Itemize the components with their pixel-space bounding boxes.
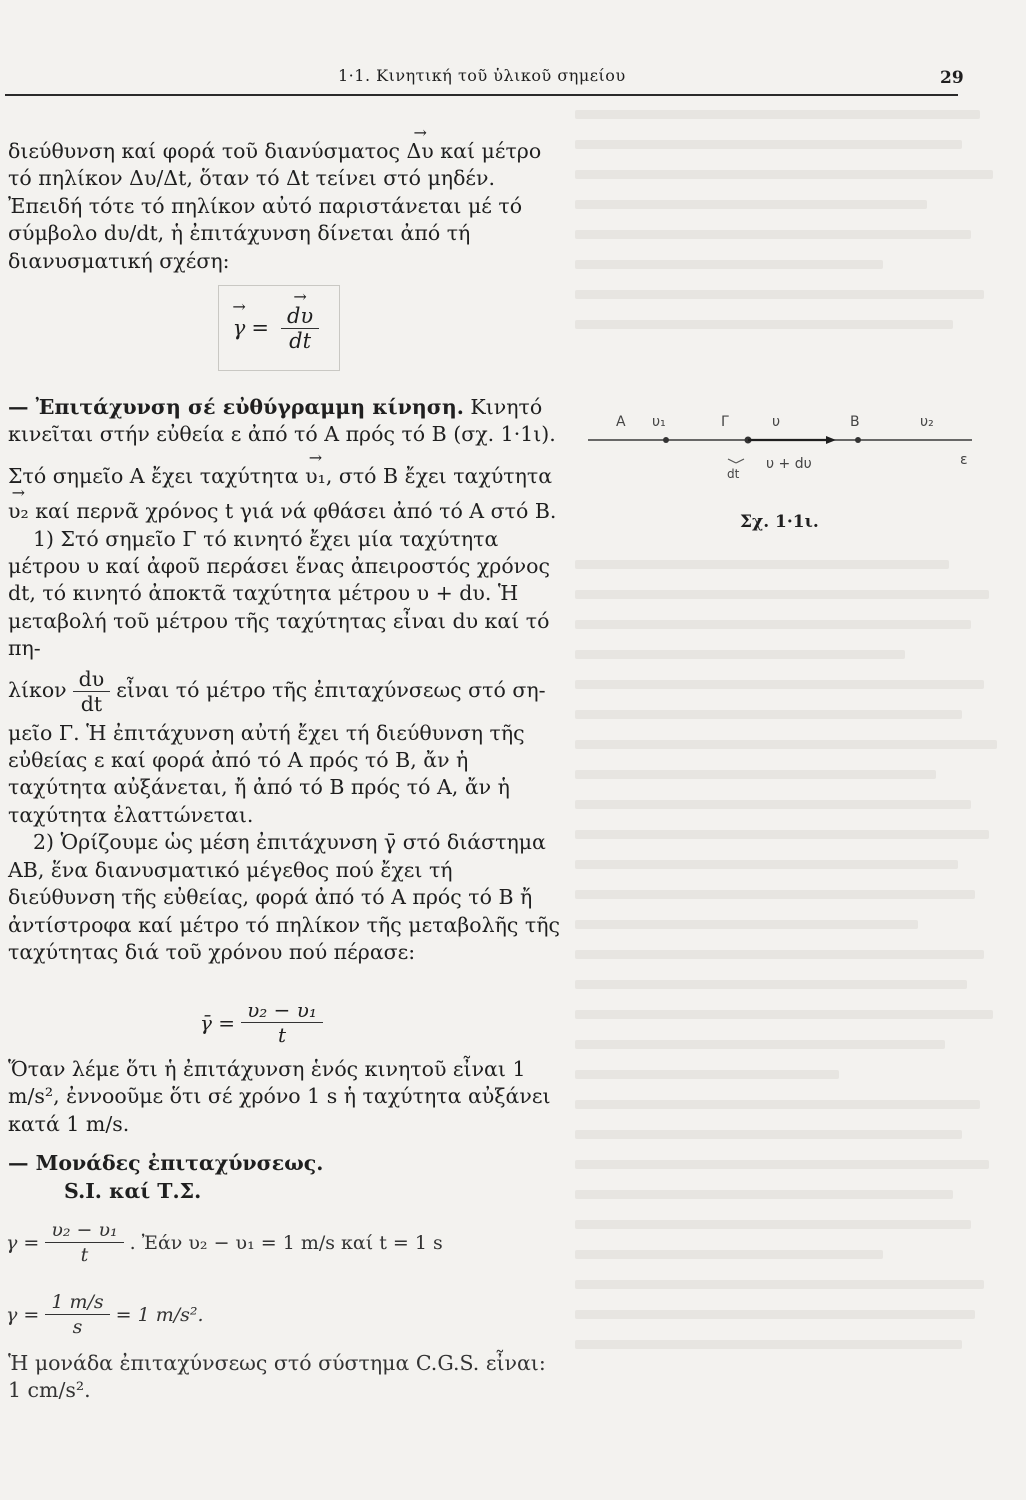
dt-mark-right: [736, 459, 744, 463]
rect-p6: 2) Ὁρίζουμε ὡς μέση ἐπιτάχυνση γ̄ στό διάστημα ΑΒ, ἕνα διανυσματικό μέγεθος πού ἔχει τή διεύθυνση τῆς εὐθείας, φορά ἀπό τό Α πρός τό Β ἤ ἀντίστροφα καί μέτρο τό πηλίκον τῆς μεταβολῆς τῆς ταχύτητας διά τοῦ χρόνου πού πέρασε:: [8, 830, 560, 964]
intro-paragraph: [8, 138, 560, 275]
eq2-rest: = 1 m/s².: [115, 1303, 204, 1326]
units-equation-1: [6, 1218, 443, 1267]
point-b: [855, 437, 861, 443]
eq2-fraction: [45, 1290, 109, 1339]
cgs-unit: Ἡ μονάδα ἐπιταχύνσεως στό σύστημα C.G.S. εἶναι: 1 cm/s².: [8, 1351, 546, 1403]
intro-text-b: καί μέτρο τό: [8, 139, 542, 191]
figure-caption: Σχ. 1·1ι.: [740, 512, 819, 532]
rect-p2a: Στό σημεῖο Α ἔχει ταχύτητα: [8, 463, 306, 488]
eq1-fraction: [45, 1218, 123, 1267]
label-v1: υ₁: [652, 414, 666, 430]
dt-mark-left: [728, 459, 736, 463]
velocity-arrowhead: [826, 436, 836, 444]
vector-v2: → υ₂: [8, 498, 29, 525]
label-v: υ: [772, 414, 781, 430]
eq2-num: 1 m/s: [45, 1290, 109, 1315]
mean-acceleration-formula: [200, 998, 329, 1047]
rect-fraction-line: [8, 667, 560, 716]
label-v-plus-dv: υ + dυ: [766, 456, 812, 472]
intro-text-a: διεύθυνση καί φορά τοῦ διανύσματος: [8, 139, 407, 163]
eq1-num: υ₂ − υ₁: [45, 1218, 123, 1243]
units-heading: — Μονάδες ἐπιταχύνσεως.: [8, 1151, 324, 1176]
vector-v1: → υ₁: [305, 463, 326, 490]
mean-den: t: [277, 1023, 287, 1047]
unit-text: Ὅταν λέμε ὅτι ἡ ἐπιτάχυνση ἑνός κινητοῦ εἶναι 1 m/s², ἐννοοῦμε ὅτι σέ χρόνο 1 s ἡ ταχύτητα αὐξάνει κατά 1 m/s.: [8, 1057, 551, 1136]
figure-1-1i: [588, 412, 978, 542]
vector-delta-v: → Δυ: [407, 138, 434, 165]
rect-p5: μεῖο Γ. Ἡ ἐπιτάχυνση αὐτή ἔχει τή διεύθυνση τῆς εὐθείας ε καί φορά ἀπό τό Α πρός τό Β, ἄν ἡ ταχύτητα αὐξάνεται, ἤ ἀπό τό Β πρός τό Α, ἄν ἡ ταχύτητα ἐλαττώνεται.: [8, 720, 525, 827]
formula-box-den: dt: [289, 328, 312, 353]
label-b: Β: [850, 414, 860, 430]
rect-p4a: λίκον: [8, 678, 67, 703]
header-rule: [5, 94, 958, 96]
dv-dt-inline: [73, 667, 111, 716]
mean-lhs: γ̄ =: [200, 1010, 236, 1035]
running-header: 1·1. Κινητική τοῦ ὑλικοῦ σημείου: [338, 66, 626, 85]
point-a: [663, 437, 669, 443]
rect-p1: Κινητό κινεῖται στήν εὐθεία ε ἀπό τό Α πρός τό Β (σχ. 1·1ι).: [8, 395, 556, 447]
rect-p3: 1) Στό σημεῖο Γ τό κινητό ἔχει μία ταχύτητα μέτρου υ καί ἀφοῦ περάσει ἕνας ἀπειροστός χρόνος dt, τό κινητό ἀποκτᾶ ταχύτητα μέτρου υ + dυ. Ἡ μεταβολή τοῦ μέτρου τῆς ταχύτητας εἶναι dυ καί τό πη-: [8, 526, 550, 661]
page-number: 29: [940, 68, 964, 88]
mean-num: υ₂ − υ₁: [241, 998, 323, 1023]
label-gamma: Γ: [721, 414, 729, 430]
units-equation-2: [6, 1290, 204, 1339]
inline-num: dυ: [73, 667, 111, 692]
rectilinear-section: [8, 394, 560, 966]
acceleration-formula-box: → γ = → $\frac{d\upsilon}{dt}$: [218, 285, 340, 371]
dv-dt-fraction: [281, 304, 319, 353]
eq1-lhs: γ =: [6, 1231, 40, 1254]
intro-text-rest: πηλίκον Δυ/Δt, ὅταν τό Δt τείνει στό μηδέν. Ἐπειδή τότε τό πηλίκον αὐτό παριστάνεται μέ τό σύμβολο dυ/dt, ἡ ἐπιτάχυνση δίνεται ἀπό τή διανυσματική σχέση:: [8, 166, 523, 273]
eq2-den: s: [72, 1316, 83, 1338]
gamma-vector: → γ: [233, 316, 246, 340]
rect-p2c: καί περνᾶ χρόνος t γιά νά φθάσει ἀπό τό Α στό Β.: [28, 499, 557, 524]
rect-p2b: , στό Β ἔχει ταχύτητα: [325, 463, 553, 488]
eq2-lhs: γ =: [6, 1303, 40, 1326]
label-a: Α: [616, 414, 626, 430]
units-subheading: S.I. καί Τ.Σ.: [64, 1178, 202, 1203]
rect-p4b: εἶναι τό μέτρο τῆς ἐπιταχύνσεως στό ση-: [116, 678, 546, 703]
eq1-den: t: [80, 1244, 89, 1266]
mean-fraction: [241, 998, 323, 1047]
formula-box-num: → dυ: [287, 304, 313, 328]
label-v2: υ₂: [920, 414, 934, 430]
label-epsilon: ε: [960, 452, 968, 468]
bleed-through-text: [575, 110, 1015, 1410]
unit-explanation: [8, 1056, 560, 1205]
eq1-rest: . Ἐάν υ₂ − υ₁ = 1 m/s καί t = 1 s: [129, 1231, 443, 1254]
label-dt: dt: [727, 467, 740, 481]
section-heading: — Ἐπιτάχυνση σέ εὐθύγραμμη κίνηση.: [8, 395, 464, 419]
inline-den: dt: [80, 691, 103, 716]
